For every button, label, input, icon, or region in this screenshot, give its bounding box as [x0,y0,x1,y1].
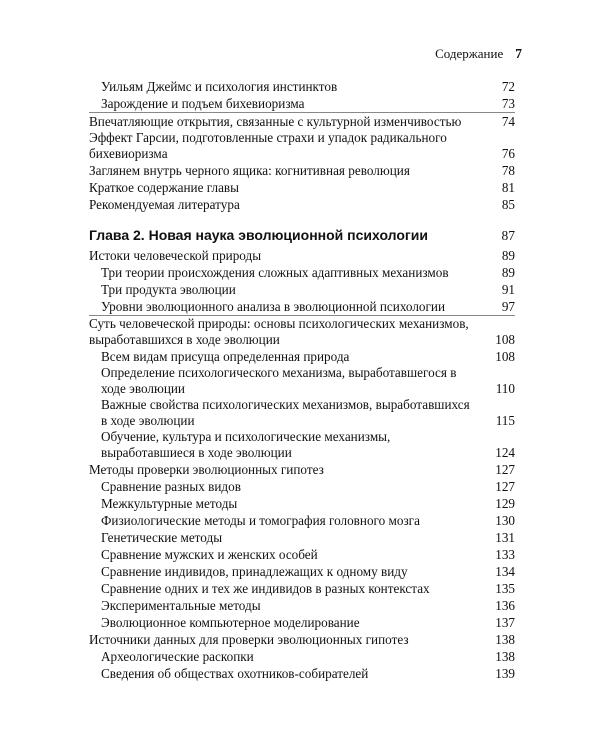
toc-entry[interactable] [89,162,515,179]
toc-entry-page: 89 [501,265,515,280]
toc-entry-title: Всем видам присуща определенная природа [101,349,350,364]
toc-entry-title: Рекомендуемая литература [89,197,240,212]
toc-entry[interactable] [89,281,515,298]
toc-entry-page: 127 [495,479,515,494]
toc-entry-title: Генетические методы [101,530,223,545]
toc-entry-page: 89 [501,248,515,263]
toc-entry[interactable] [89,580,515,597]
toc-entry-title: Уровни эволюционного анализа в эволюционной психологии [101,299,446,314]
toc-entry-page: 108 [495,332,515,347]
toc-entry-page: 74 [501,114,515,129]
toc-entry[interactable] [89,95,515,113]
toc-entry-page: 91 [501,282,515,297]
toc-entry[interactable] [89,78,515,95]
toc-entry[interactable] [89,247,515,264]
toc-entry-title: Сравнение мужских и женских особей [101,547,318,562]
toc-entry[interactable] [89,563,515,580]
running-head [435,46,522,62]
toc-entry-page: 134 [495,564,515,579]
toc-entry-title: Физиологические методы и томография головного мозга [101,513,420,528]
toc-entry[interactable] [89,631,515,648]
toc-entry-page: 133 [495,547,515,562]
toc-entry-title: Определение психологического механизма, выработавшегося в ходе эволюции [101,365,457,396]
toc-entry-title: Заглянем внутрь черного ящика: когнитивная революция [89,163,410,178]
toc-entry-page: 110 [495,381,515,396]
toc-entry-page: 129 [495,496,515,511]
toc-entry[interactable] [89,179,515,196]
toc-entry-page: 135 [495,581,515,596]
toc-entry[interactable] [89,429,515,461]
toc-entry[interactable] [89,478,515,495]
toc-entry-page: 136 [495,598,515,613]
chapter-page: 87 [501,228,515,243]
toc-entry-page: 78 [501,163,515,178]
toc-entry[interactable] [89,298,515,316]
toc-entry-page: 76 [501,146,515,161]
toc-entry-page: 138 [495,649,515,664]
toc-entry[interactable] [89,495,515,512]
toc-entry[interactable] [89,614,515,631]
toc-entry-title: Суть человеческой природы: основы психологических механизмов, выработавшихся в ходе эволюции [89,316,469,347]
toc-entry[interactable] [89,529,515,546]
toc-entry-title: Сравнение разных видов [101,479,241,494]
toc-entry[interactable] [89,397,515,429]
toc-entry-page: 130 [495,513,515,528]
toc-entry-page: 139 [495,666,515,681]
toc-entry-page: 127 [495,462,515,477]
toc-entry-title: Впечатляющие открытия, связанные с культурной изменчивостью [89,114,462,129]
toc-entry-page: 124 [495,445,515,460]
toc-entry[interactable] [89,316,515,348]
toc-entry-title: Экспериментальные методы [101,598,261,613]
toc-entry-title: Зарождение и подъем бихевиоризма [101,96,305,111]
toc-entry[interactable] [89,196,515,213]
toc-entry-title: Уильям Джеймс и психология инстинктов [101,79,338,94]
toc-entry-title: Методы проверки эволюционных гипотез [89,462,324,477]
toc-entry-page: 97 [501,299,515,314]
toc-entry-page: 73 [501,96,515,111]
toc-entry-title: Межкультурные методы [101,496,238,511]
toc-entry-title: Три продукта эволюции [101,282,236,297]
toc-entry-title: Сведения об обществах охотников-собирателей [101,666,369,681]
section-title: Содержание [435,46,504,61]
chapter-title: Глава 2. Новая наука эволюционной психологии [89,227,428,243]
table-of-contents [89,78,515,682]
toc-entry-page: 108 [495,349,515,364]
toc-entry[interactable] [89,461,515,478]
toc-entry-title: Эволюционное компьютерное моделирование [101,615,360,630]
toc-entry-title: Источники данных для проверки эволюционных гипотез [89,632,409,647]
toc-entry-title: Краткое содержание главы [89,180,240,195]
toc-entry-title: Важные свойства психологических механизмов, выработавшихся в ходе эволюции [101,397,470,428]
toc-entry-page: 81 [501,180,515,195]
toc-entry-page: 137 [495,615,515,630]
toc-entry-page: 138 [495,632,515,647]
toc-entry[interactable] [89,597,515,614]
toc-entry[interactable] [89,648,515,665]
toc-entry[interactable] [89,348,515,365]
toc-entry[interactable] [89,546,515,563]
toc-entry-title: Обучение, культура и психологические механизмы, выработавшиеся в ходе эволюции [101,429,391,460]
toc-entry-title: Сравнение индивидов, принадлежащих к одному виду [101,564,408,579]
toc-entry-title: Истоки человеческой природы [89,248,262,263]
toc-entry-title: Эффект Гарсии, подготовленные страхи и упадок радикального бихевиоризма [89,130,447,161]
toc-entry[interactable] [89,665,515,682]
toc-entry-page: 72 [501,79,515,94]
toc-entry-title: Археологические раскопки [101,649,254,664]
toc-entry[interactable] [89,113,515,130]
toc-entry-title: Три теории происхождения сложных адаптивных механизмов [101,265,449,280]
toc-entry-page: 115 [495,413,515,428]
toc-entry[interactable] [89,512,515,529]
toc-entry-page: 85 [501,197,515,212]
page-number: 7 [515,46,522,61]
toc-entry[interactable] [89,130,515,162]
toc-entry[interactable] [89,365,515,397]
toc-entry-page: 131 [495,530,515,545]
toc-chapter-heading[interactable] [89,227,515,244]
toc-entry-title: Сравнение одних и тех же индивидов в разных контекстах [101,581,430,596]
toc-entry[interactable] [89,264,515,281]
